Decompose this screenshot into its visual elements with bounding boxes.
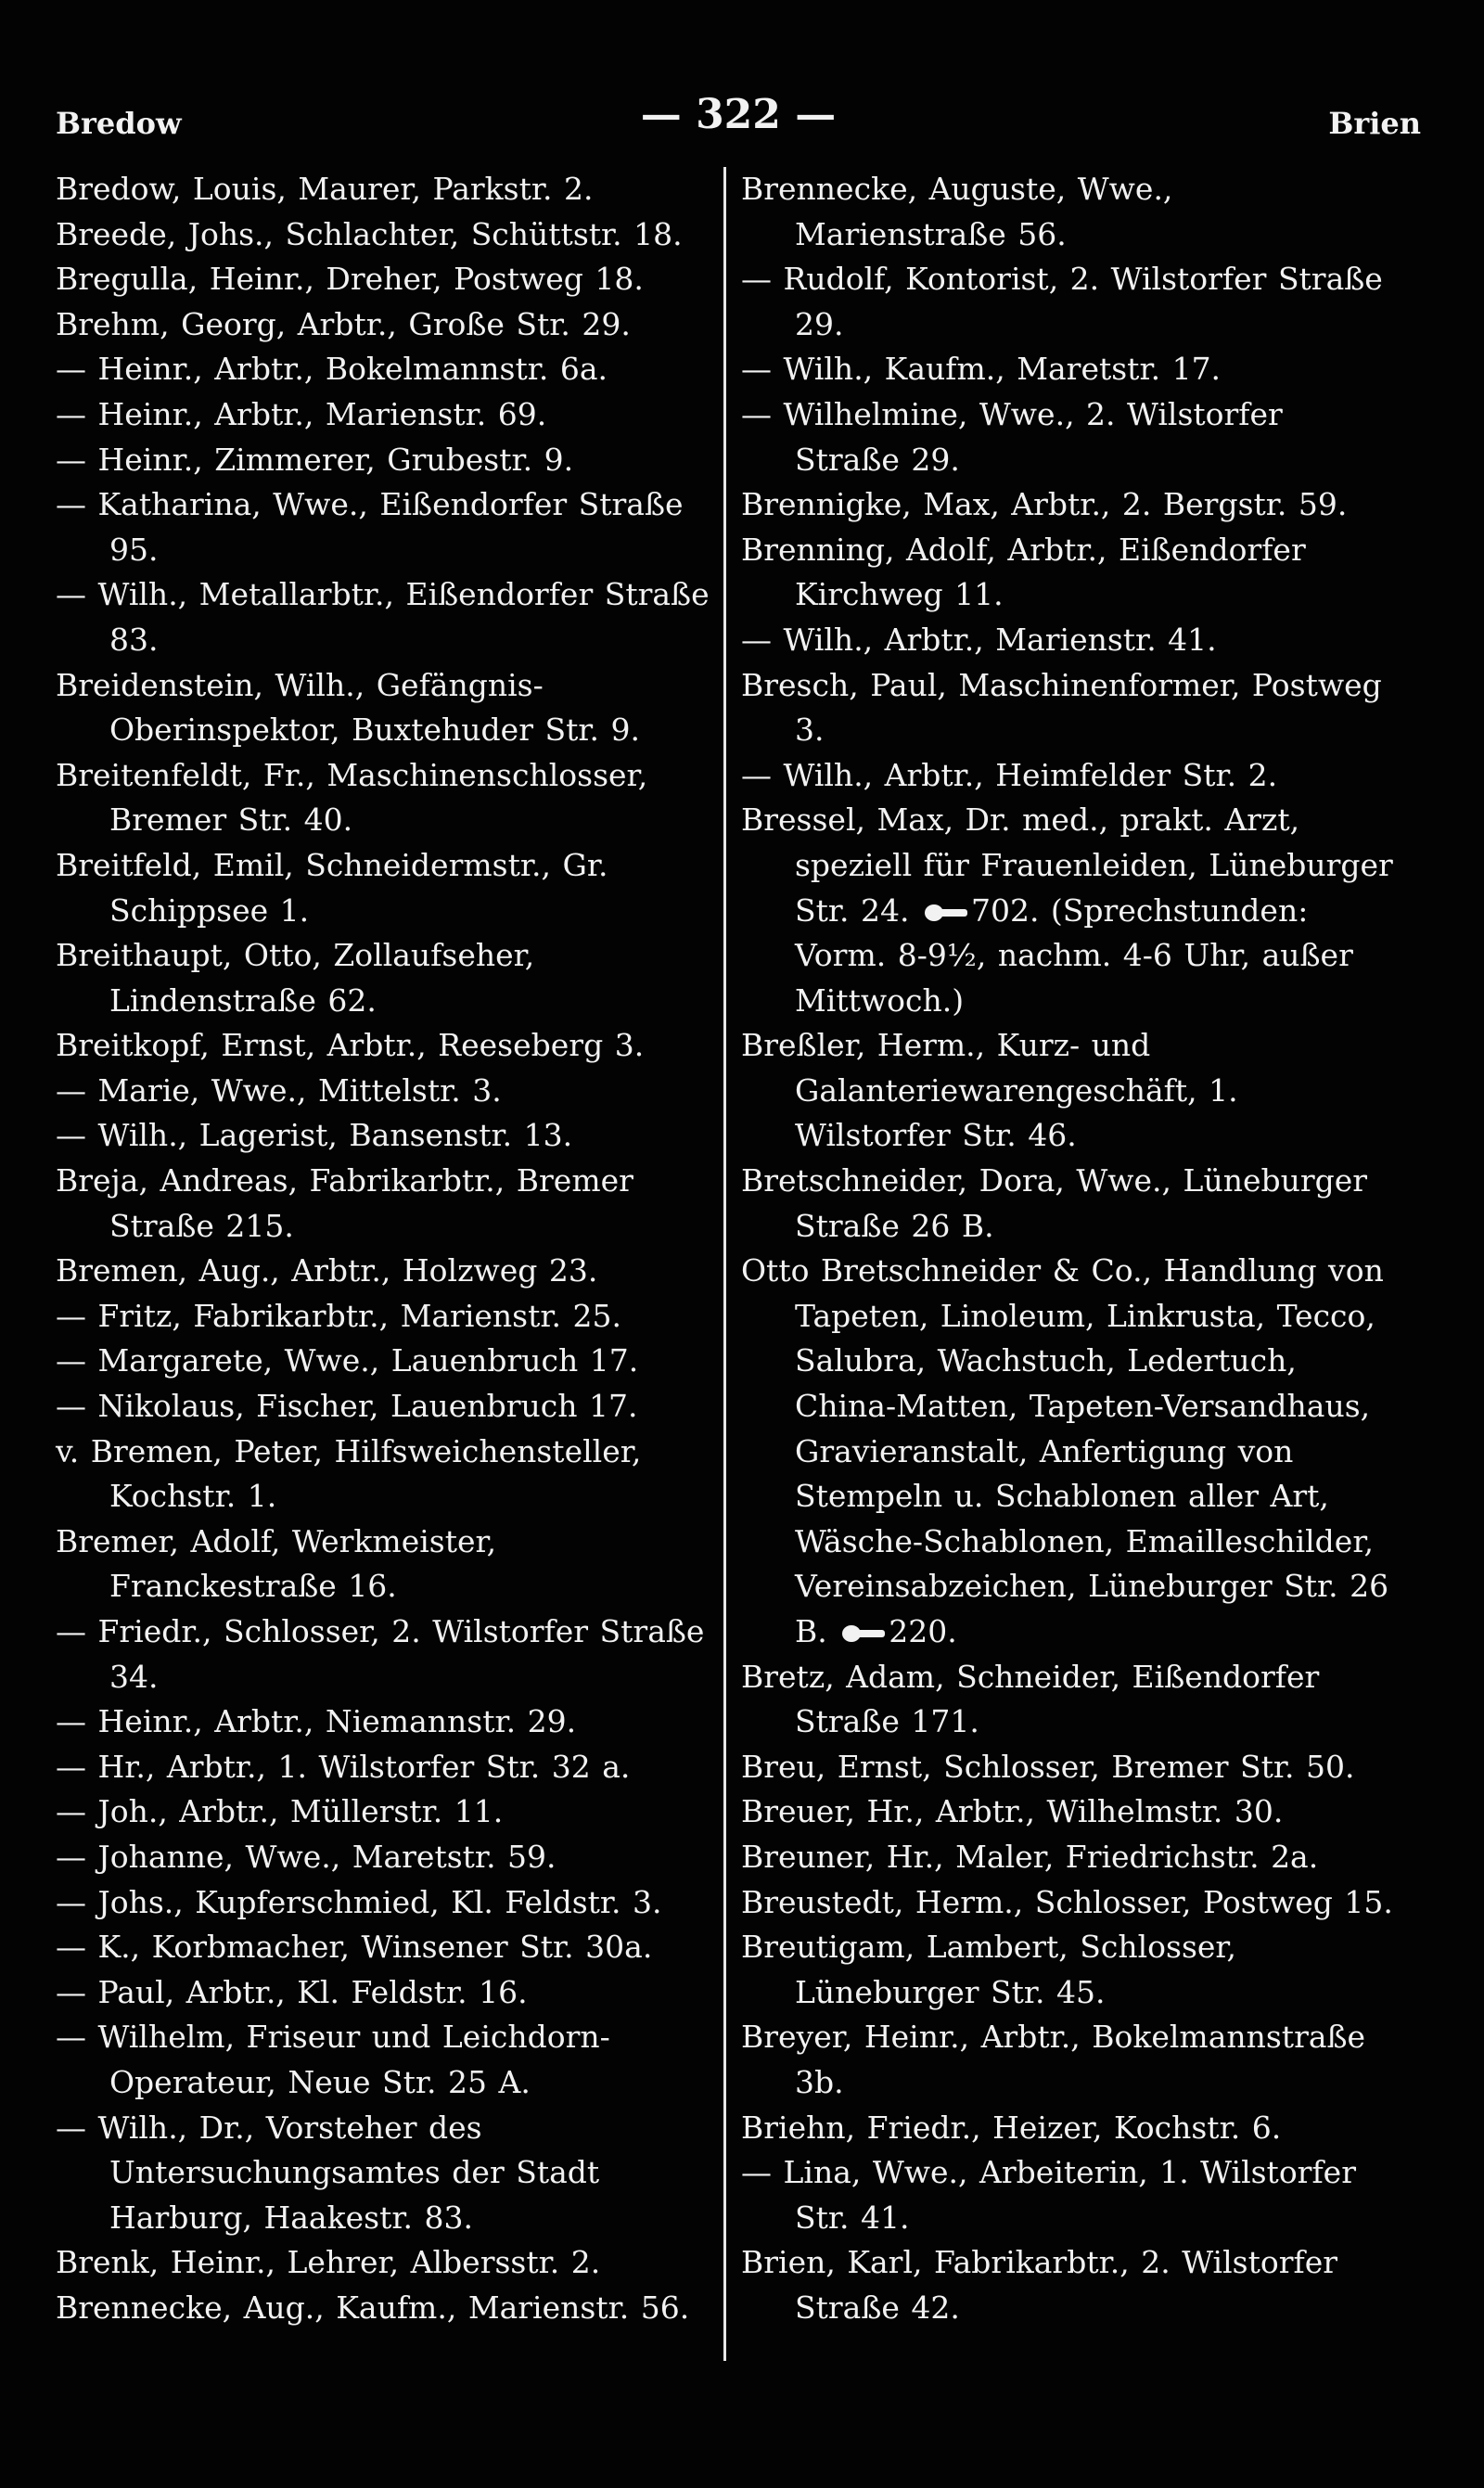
directory-entry: — Katharina, Wwe., Eißendorfer Straße 95. xyxy=(56,486,684,568)
directory-entry: Brien, Karl, Fabrikarbtr., 2. Wilstorfer Straße 42. xyxy=(741,2244,1337,2326)
directory-entry: Breuer, Hr., Arbtr., Wilhelmstr. 30. xyxy=(741,1793,1284,1830)
directory-entry: Bresch, Paul, Maschinenformer, Postweg 3. xyxy=(741,666,1382,749)
telephone-icon xyxy=(840,1623,887,1644)
directory-entry: Breitkopf, Ernst, Arbtr., Reeseberg 3. xyxy=(56,1027,645,1064)
header-last-entry: Brien xyxy=(1328,106,1421,141)
directory-entry: Brenk, Heinr., Lehrer, Albersstr. 2. xyxy=(56,2244,601,2281)
directory-entry: Bremer, Adolf, Werkmeister, Franckestraße 16. xyxy=(56,1522,497,1605)
directory-entry: Breßler, Herm., Kurz- und Galanteriewarengeschäft, 1. Wilstorfer Str. 46. xyxy=(741,1027,1238,1154)
directory-entry: Bregulla, Heinr., Dreher, Postweg 18. xyxy=(56,261,644,298)
directory-entry: Bressel, Max, Dr. med., prakt. Arzt, speziell für Frauenleiden, Lüneburger Str. 24. 702. (Sprechstunden: Vorm. 8-9½, nachm. 4-6 Uhr, außer Mittwoch.) xyxy=(741,802,1393,1019)
page-header xyxy=(56,58,1421,167)
directory-entry: v. Bremen, Peter, Hilfsweichensteller, Kochstr. 1. xyxy=(56,1432,642,1515)
directory-entry: — Heinr., Zimmerer, Grubestr. 9. xyxy=(56,441,574,478)
directory-entry: — Wilh., Lagerist, Bansenstr. 13. xyxy=(56,1117,573,1154)
telephone-icon xyxy=(923,903,969,923)
directory-entry: — Fritz, Fabrikarbtr., Marienstr. 25. xyxy=(56,1297,621,1334)
directory-entry: Bredow, Louis, Maurer, Parkstr. 2. xyxy=(56,171,594,207)
right-column xyxy=(726,167,1394,2458)
directory-entry: — Heinr., Arbtr., Marienstr. 69. xyxy=(56,395,547,432)
directory-entry: — Nikolaus, Fischer, Lauenbruch 17. xyxy=(56,1388,638,1425)
directory-entry: Bremen, Aug., Arbtr., Holzweg 23. xyxy=(56,1252,598,1289)
directory-entry: — K., Korbmacher, Winsener Str. 30a. xyxy=(56,1929,653,1966)
directory-entry: — Paul, Arbtr., Kl. Feldstr. 16. xyxy=(56,1973,528,2010)
directory-entry: Brennecke, Auguste, Wwe., Marienstraße 56. xyxy=(741,171,1173,252)
directory-entry: Brehm, Georg, Arbtr., Große Str. 29. xyxy=(56,305,631,342)
directory-entry: — Wilh., Dr., Vorsteher des Untersuchungsamtes der Stadt Harburg, Haakestr. 83. xyxy=(56,2109,600,2236)
directory-entry: — Wilh., Arbtr., Heimfelder Str. 2. xyxy=(741,756,1278,793)
directory-entry: — Wilh., Kaufm., Maretstr. 17. xyxy=(741,351,1222,388)
directory-entry: — Heinr., Arbtr., Niemannstr. 29. xyxy=(56,1703,577,1740)
directory-entry: — Margarete, Wwe., Lauenbruch 17. xyxy=(56,1342,639,1379)
directory-entry: Brennigke, Max, Arbtr., 2. Bergstr. 59. xyxy=(741,486,1348,523)
directory-entry: Briehn, Friedr., Heizer, Kochstr. 6. xyxy=(741,2109,1282,2146)
directory-entry: — Hr., Arbtr., 1. Wilstorfer Str. 32 a. xyxy=(56,1748,631,1785)
directory-entry: — Friedr., Schlosser, 2. Wilstorfer Straße 34. xyxy=(56,1613,705,1695)
directory-entry: Breithaupt, Otto, Zollaufseher, Lindenstraße 62. xyxy=(56,937,535,1019)
directory-entry: — Wilhelmine, Wwe., 2. Wilstorfer Straße 29. xyxy=(741,395,1283,478)
directory-entry: — Marie, Wwe., Mittelstr. 3. xyxy=(56,1071,502,1109)
directory-entry: Breede, Johs., Schlachter, Schüttstr. 18. xyxy=(56,215,683,252)
page-number: — 322 — xyxy=(640,91,837,138)
directory-entry: — Johanne, Wwe., Maretstr. 59. xyxy=(56,1838,556,1875)
directory-entry: Brenning, Adolf, Arbtr., Eißendorfer Kirchweg 11. xyxy=(741,531,1306,613)
directory-entry: Breitfeld, Emil, Schneidermstr., Gr. Schippsee 1. xyxy=(56,846,608,929)
directory-entry: — Lina, Wwe., Arbeiterin, 1. Wilstorfer Str. 41. xyxy=(741,2154,1356,2236)
directory-entry: Otto Bretschneider & Co., Handlung von Tapeten, Linoleum, Linkrusta, Tecco, Salubra, Wachstuch, Ledertuch, China-Matten, Tapeten-Versandhaus, Gravieranstalt, Anfertigung von Stempeln u. Schablonen aller Art, Wäsche-Schablonen, Emailleschilder, Vereinsabzeichen, Lüneburger Str. 26 B. 220. xyxy=(741,1252,1389,1649)
directory-entry: Brennecke, Aug., Kaufm., Marienstr. 56. xyxy=(56,2289,690,2326)
directory-entry: Bretschneider, Dora, Wwe., Lüneburger Straße 26 B. xyxy=(741,1162,1368,1244)
directory-entry: — Johs., Kupferschmied, Kl. Feldstr. 3. xyxy=(56,1883,662,1920)
directory-entry: Breu, Ernst, Schlosser, Bremer Str. 50. xyxy=(741,1748,1355,1785)
directory-entry: — Rudolf, Kontorist, 2. Wilstorfer Straße 29. xyxy=(741,261,1383,342)
directory-entry: Breidenstein, Wilh., Gefängnis-Oberinspektor, Buxtehuder Str. 9. xyxy=(56,666,640,749)
directory-columns xyxy=(56,167,1421,2458)
directory-entry: — Wilh., Arbtr., Marienstr. 41. xyxy=(741,621,1217,658)
directory-entry: Breustedt, Herm., Schlosser, Postweg 15. xyxy=(741,1883,1393,1920)
directory-entry: — Wilhelm, Friseur und Leichdorn-Operateur, Neue Str. 25 A. xyxy=(56,2019,610,2100)
directory-entry: Breja, Andreas, Fabrikarbtr., Bremer Straße 215. xyxy=(56,1162,633,1244)
directory-entry: — Wilh., Metallarbtr., Eißendorfer Straße 83. xyxy=(56,576,710,658)
directory-entry: — Heinr., Arbtr., Bokelmannstr. 6a. xyxy=(56,351,608,388)
directory-entry: Bretz, Adam, Schneider, Eißendorfer Straße 171. xyxy=(741,1658,1320,1740)
left-column xyxy=(56,167,723,2458)
directory-entry: Breitenfeldt, Fr., Maschinenschlosser, Bremer Str. 40. xyxy=(56,756,648,839)
directory-entry: Breutigam, Lambert, Schlosser, Lüneburger Str. 45. xyxy=(741,1929,1237,2010)
directory-entry: Breyer, Heinr., Arbtr., Bokelmannstraße 3b. xyxy=(741,2019,1366,2100)
header-first-entry: Bredow xyxy=(56,106,182,141)
directory-entry: Breuner, Hr., Maler, Friedrichstr. 2a. xyxy=(741,1838,1319,1875)
directory-entry: — Joh., Arbtr., Müllerstr. 11. xyxy=(56,1793,504,1830)
